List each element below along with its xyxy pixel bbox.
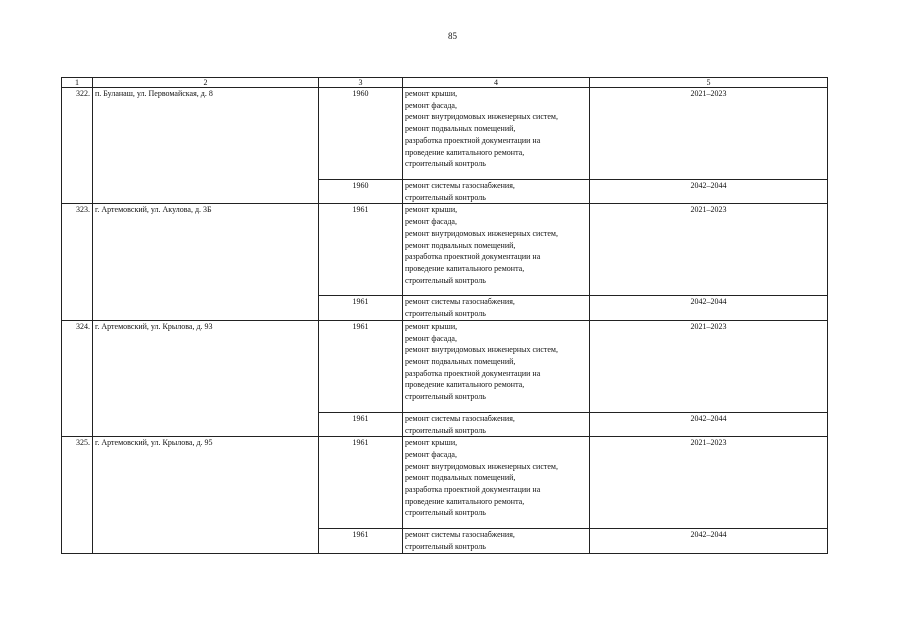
work-item: строительный контроль xyxy=(405,309,486,319)
work-item: ремонт внутридомовых инженерных систем, xyxy=(405,345,558,355)
work-item: разработка проектной документации на xyxy=(405,485,541,495)
construction-year: 1961 xyxy=(319,412,403,436)
work-item: ремонт внутридомовых инженерных систем, xyxy=(405,228,558,238)
work-item: ремонт подвальных помещений, xyxy=(405,473,516,483)
work-item: ремонт фасада, xyxy=(405,449,457,459)
row-number: 322. xyxy=(62,88,93,204)
work-item: ремонт системы газоснабжения, xyxy=(405,297,515,307)
repair-period: 2021–2023 xyxy=(590,437,828,529)
work-item: ремонт системы газоснабжения, xyxy=(405,413,515,423)
work-item: ремонт подвальных помещений, xyxy=(405,124,516,134)
repair-period: 2042–2044 xyxy=(590,296,828,320)
repair-period: 2021–2023 xyxy=(590,320,828,412)
work-item: строительный контроль xyxy=(405,508,486,518)
repair-works xyxy=(403,437,590,529)
work-item: ремонт системы газоснабжения, xyxy=(405,530,515,540)
table-row xyxy=(62,437,828,529)
work-item: проведение капитального ремонта, xyxy=(405,263,525,273)
repair-schedule-table xyxy=(61,77,828,554)
header-row xyxy=(62,78,828,88)
table-row xyxy=(62,204,828,296)
work-item: строительный контроль xyxy=(405,192,486,202)
construction-year: 1960 xyxy=(319,180,403,204)
work-item: проведение капитального ремонта, xyxy=(405,147,525,157)
work-item: строительный контроль xyxy=(405,275,486,285)
work-item: ремонт подвальных помещений, xyxy=(405,356,516,366)
table-row xyxy=(62,320,828,412)
repair-period: 2042–2044 xyxy=(590,412,828,436)
work-item: проведение капитального ремонта, xyxy=(405,496,525,506)
work-item: строительный контроль xyxy=(405,425,486,435)
repair-works xyxy=(403,320,590,412)
construction-year: 1961 xyxy=(319,437,403,529)
work-item: ремонт фасада, xyxy=(405,333,457,343)
column-header-3: 3 xyxy=(319,78,403,88)
work-item: ремонт крыши, xyxy=(405,321,458,331)
construction-year: 1961 xyxy=(319,320,403,412)
table-body xyxy=(62,88,828,554)
work-item: ремонт крыши, xyxy=(405,438,458,448)
work-item: ремонт внутридомовых инженерных систем, xyxy=(405,461,558,471)
table-header xyxy=(62,78,828,88)
repair-period: 2021–2023 xyxy=(590,88,828,180)
work-item: ремонт системы газоснабжения, xyxy=(405,181,515,190)
construction-year: 1961 xyxy=(319,529,403,553)
repair-works xyxy=(403,529,590,553)
building-address: г. Артемовский, ул. Крылова, д. 95 xyxy=(93,437,319,553)
column-header-1: 1 xyxy=(62,78,93,88)
work-item: ремонт внутридомовых инженерных систем, xyxy=(405,112,558,122)
repair-works xyxy=(403,296,590,320)
construction-year: 1961 xyxy=(319,204,403,296)
work-item: проведение капитального ремонта, xyxy=(405,380,525,390)
work-item: ремонт фасада, xyxy=(405,100,457,110)
repair-works xyxy=(403,88,590,180)
work-item: разработка проектной документации на xyxy=(405,135,541,145)
work-item: ремонт крыши, xyxy=(405,89,458,98)
repair-period: 2042–2044 xyxy=(590,529,828,553)
table-row xyxy=(62,88,828,180)
construction-year: 1961 xyxy=(319,296,403,320)
repair-period: 2021–2023 xyxy=(590,204,828,296)
work-item: ремонт подвальных помещений, xyxy=(405,240,516,250)
building-address: г. Артемовский, ул. Акулова, д. 3Б xyxy=(93,204,319,320)
work-item: разработка проектной документации на xyxy=(405,252,541,262)
repair-works xyxy=(403,412,590,436)
row-number: 323. xyxy=(62,204,93,320)
column-header-4: 4 xyxy=(403,78,590,88)
column-header-5: 5 xyxy=(590,78,828,88)
work-item: строительный контроль xyxy=(405,159,486,169)
repair-works xyxy=(403,180,590,204)
repair-period: 2042–2044 xyxy=(590,180,828,204)
work-item: разработка проектной документации на xyxy=(405,368,541,378)
row-number: 325. xyxy=(62,437,93,553)
work-item: строительный контроль xyxy=(405,392,486,402)
work-item: ремонт крыши, xyxy=(405,205,458,215)
row-number: 324. xyxy=(62,320,93,436)
construction-year: 1960 xyxy=(319,88,403,180)
column-header-2: 2 xyxy=(93,78,319,88)
work-item: строительный контроль xyxy=(405,541,486,551)
work-item: ремонт фасада, xyxy=(405,217,457,227)
building-address: п. Буланаш, ул. Первомайская, д. 8 xyxy=(93,88,319,204)
repair-works xyxy=(403,204,590,296)
building-address: г. Артемовский, ул. Крылова, д. 93 xyxy=(93,320,319,436)
page-number: 85 xyxy=(448,31,457,41)
